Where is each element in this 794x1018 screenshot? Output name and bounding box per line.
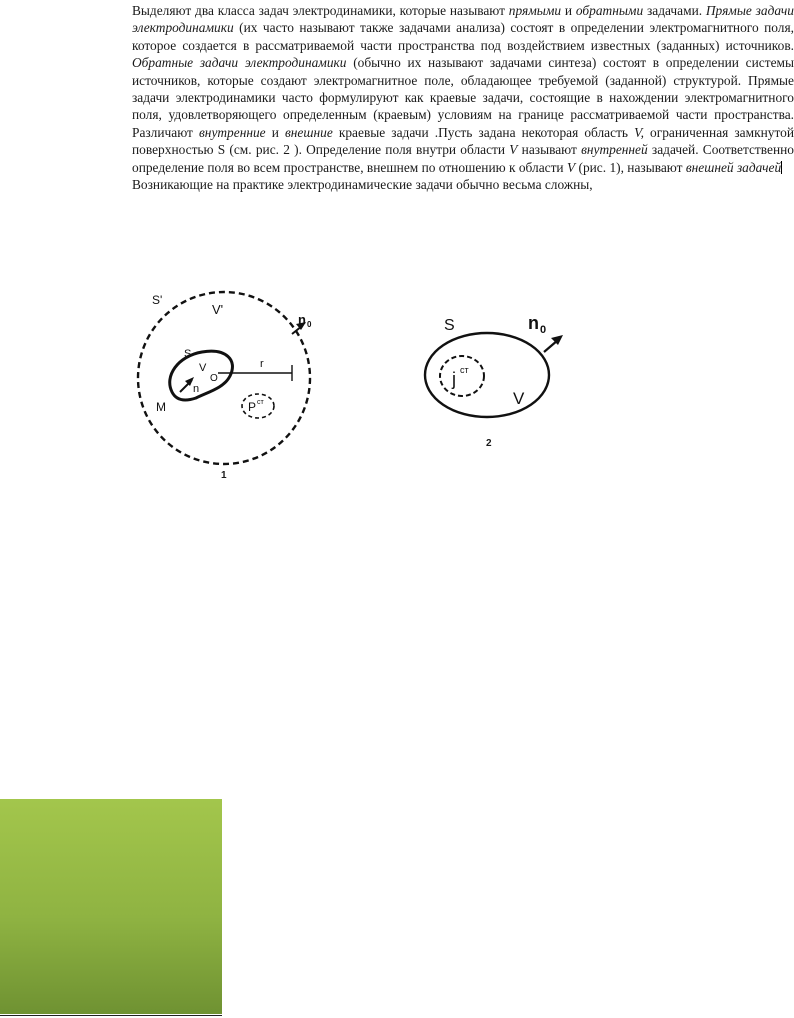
label-p: P: [248, 400, 257, 414]
label-n0-subscript: 0: [540, 324, 547, 336]
source-region-p: [242, 394, 274, 418]
text-run: (рис. 1), называют: [575, 159, 686, 175]
term-inverse-problems: Обратные задачи электродинамики: [132, 55, 347, 71]
outer-dashed-sphere: [138, 292, 310, 464]
figure-1-caption: 1: [221, 470, 227, 481]
body-text: [132, 2, 794, 193]
figure-1-diagram: [132, 280, 337, 468]
figure-1: [132, 280, 337, 481]
term-pryamye: прямыми: [508, 3, 562, 18]
var-v: V: [566, 159, 576, 175]
text-run: ограниченная замкнутой поверхностью S (см. рис. 2 ). Определение поля внутри области: [132, 124, 794, 158]
text-run: задачей. Соответственно определение поля во всем пространстве, внешнем по отношению к области: [132, 142, 794, 175]
term-obratnye: обратными: [575, 3, 644, 18]
label-v: V: [513, 389, 525, 408]
label-s: S: [444, 317, 455, 334]
figure-2: [410, 302, 590, 449]
surface-s-ellipse: [425, 333, 549, 417]
label-s-prime: S': [152, 293, 163, 307]
label-m: M: [156, 400, 166, 414]
text-run: (обычно их называют задачами синтеза) состоят в определении системы источников, которые создают электромагнитное поле, обладающее требуемой (заданной) структурой. Прямые задачи электродинамики часто формулируют как краевые задачи, состоящие в нахождении электромагнитного поля, удовлетворяющего определенным (краевым) условиям на границе рассматриваемой части пространства. Различают: [132, 55, 794, 140]
text-run: и: [265, 124, 285, 140]
text-run: краевые задачи .Пусть задана некоторая область: [332, 124, 635, 140]
source-region-j: [440, 356, 484, 396]
bottom-rule: [0, 1015, 222, 1016]
term-direct-problems: Прямые задачи электродинамики: [132, 3, 794, 36]
text-run: и: [561, 3, 576, 18]
term-internal: внутренние: [198, 124, 266, 140]
label-p-superscript: ст: [257, 399, 264, 406]
text-run: задачами.: [643, 3, 706, 18]
figure-2-caption: 2: [486, 438, 492, 449]
text-run: (их часто называют также задачами анализа) состоят в определении электромагнитного поля, которое создается в рассматриваемой части пространства под воздействием известных (заданных) источников.: [132, 20, 794, 53]
text-run: называют: [517, 142, 582, 158]
label-s: S: [184, 348, 192, 360]
surface-s-contour: [170, 351, 233, 400]
term-external-problem: внешней задачей: [685, 159, 782, 175]
label-j: j: [452, 369, 456, 389]
paragraph-2: Возникающие на практике электродинамические задачи обычно весьма сложны,: [132, 177, 593, 193]
term-external: внешние: [284, 124, 333, 140]
label-o: O: [210, 373, 218, 384]
label-r: r: [260, 358, 264, 370]
label-j-superscript: ст: [460, 365, 469, 375]
var-v: V,: [634, 124, 644, 140]
label-n0: n: [528, 313, 539, 333]
label-v: V: [199, 362, 207, 374]
term-internal-problem: внутренней: [581, 142, 648, 158]
text-cursor: [781, 161, 782, 174]
label-n0: n: [298, 312, 306, 327]
var-v: V: [509, 142, 518, 158]
label-v-prime: V': [212, 302, 224, 317]
text-run: Выделяют два класса задач электродинамики, которые называют: [132, 3, 509, 18]
label-n0-subscript: 0: [307, 320, 312, 329]
label-n: n: [193, 383, 200, 395]
paragraph-1: [132, 2, 794, 176]
figure-2-diagram: [410, 302, 590, 422]
green-decorative-block: [0, 799, 222, 1014]
